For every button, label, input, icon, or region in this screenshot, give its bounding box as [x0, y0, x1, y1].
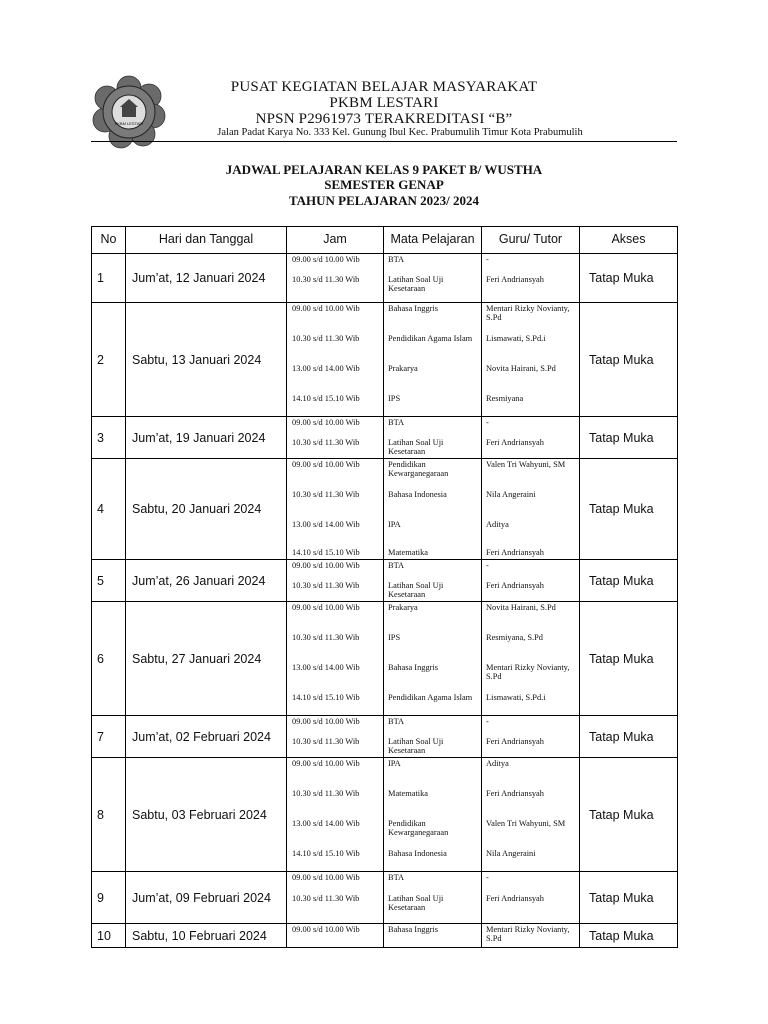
slot-jam: 09.00 s/d 10.00 Wib — [292, 925, 360, 934]
slot-mapel: Latihan Soal Uji Kesetaraan — [388, 737, 444, 756]
row-number: 3 — [92, 417, 126, 459]
row-akses: Tatap Muka — [580, 417, 678, 459]
slot-mapel: Latihan Soal Uji Kesetaraan — [388, 894, 444, 913]
row-jam-cell — [287, 872, 384, 924]
slot-guru: Mentari Rizky Novianty, S.Pd — [486, 304, 570, 323]
row-guru-cell — [482, 417, 580, 459]
slot-guru: Lismawati, S.Pd.i — [486, 334, 546, 343]
slot-mapel: Pendidikan Agama Islam — [388, 693, 473, 702]
row-mapel-cell — [384, 417, 482, 459]
row-jam-cell — [287, 254, 384, 303]
schedule-table — [91, 226, 678, 948]
document-title: JADWAL PELAJARAN KELAS 9 PAKET B/ WUSTHA — [225, 162, 543, 177]
slot-mapel: Prakarya — [388, 364, 418, 373]
col-header-akses: Akses — [580, 227, 678, 254]
row-jam-cell — [287, 303, 384, 417]
slot-guru: Feri Andriansyah — [486, 438, 544, 447]
slot-guru: Mentari Rizky Novianty, S.Pd — [486, 925, 570, 944]
slot-jam: 09.00 s/d 10.00 Wib — [292, 418, 360, 427]
row-number: 7 — [92, 716, 126, 758]
slot-guru: - — [486, 255, 489, 264]
slot-jam: 14.10 s/d 15.10 Wib — [292, 693, 360, 702]
row-number: 6 — [92, 602, 126, 716]
row-guru-cell — [482, 560, 580, 602]
slot-guru: Valen Tri Wahyuni, SM — [486, 460, 566, 469]
row-day: Sabtu, 13 Januari 2024 — [126, 303, 287, 417]
row-number: 2 — [92, 303, 126, 417]
slot-mapel: Matematika — [388, 548, 428, 557]
slot-mapel: Pendidikan Kewarganegaraan — [388, 460, 449, 479]
row-number: 4 — [92, 459, 126, 560]
slot-jam: 09.00 s/d 10.00 Wib — [292, 304, 360, 313]
row-day: Sabtu, 03 Februari 2024 — [126, 758, 287, 872]
row-mapel-cell — [384, 560, 482, 602]
row-guru-cell — [482, 758, 580, 872]
slot-mapel: BTA — [388, 561, 405, 570]
row-akses: Tatap Muka — [580, 924, 678, 948]
slot-jam: 13.00 s/d 14.00 Wib — [292, 364, 360, 373]
row-akses: Tatap Muka — [580, 758, 678, 872]
row-guru-cell — [482, 872, 580, 924]
col-header-no: No — [92, 227, 126, 254]
row-number: 9 — [92, 872, 126, 924]
slot-guru: Aditya — [486, 759, 509, 768]
slot-guru: Lismawati, S.Pd.i — [486, 693, 546, 702]
row-guru-cell — [482, 716, 580, 758]
row-guru-cell — [482, 303, 580, 417]
table-row — [92, 459, 678, 560]
row-mapel-cell — [384, 716, 482, 758]
slot-mapel: BTA — [388, 717, 405, 726]
slot-mapel: IPS — [388, 394, 401, 403]
slot-jam: 09.00 s/d 10.00 Wib — [292, 873, 360, 882]
slot-guru: Resmiyana, S.Pd — [486, 633, 543, 642]
row-day: Sabtu, 10 Februari 2024 — [126, 924, 287, 948]
table-row — [92, 872, 678, 924]
slot-guru: Resmiyana — [486, 394, 524, 403]
slot-jam: 09.00 s/d 10.00 Wib — [292, 255, 360, 264]
table-header-row — [92, 227, 678, 254]
row-day: Jum’at, 12 Januari 2024 — [126, 254, 287, 303]
row-akses: Tatap Muka — [580, 560, 678, 602]
slot-mapel: Bahasa Inggris — [388, 925, 439, 934]
row-akses: Tatap Muka — [580, 716, 678, 758]
slot-mapel: IPA — [388, 520, 401, 529]
slot-jam: 10.30 s/d 11.30 Wib — [292, 334, 360, 343]
slot-guru: - — [486, 418, 489, 427]
slot-mapel: Bahasa Inggris — [388, 304, 439, 313]
slot-mapel: Matematika — [388, 789, 428, 798]
table-row — [92, 417, 678, 459]
col-header-guru: Guru/ Tutor — [482, 227, 580, 254]
slot-jam: 10.30 s/d 11.30 Wib — [292, 789, 360, 798]
row-guru-cell — [482, 924, 580, 948]
row-jam-cell — [287, 924, 384, 948]
slot-guru: Novita Hairani, S.Pd — [486, 364, 556, 373]
row-mapel-cell — [384, 254, 482, 303]
row-day: Sabtu, 20 Januari 2024 — [126, 459, 287, 560]
table-row — [92, 303, 678, 417]
row-akses: Tatap Muka — [580, 872, 678, 924]
slot-mapel: Latihan Soal Uji Kesetaraan — [388, 438, 444, 457]
slot-mapel: Bahasa Indonesia — [388, 849, 447, 858]
slot-guru: Mentari Rizky Novianty, S.Pd — [486, 663, 570, 682]
slot-mapel: Bahasa Inggris — [388, 663, 439, 672]
row-jam-cell — [287, 758, 384, 872]
slot-jam: 10.30 s/d 11.30 Wib — [292, 581, 360, 590]
slot-mapel: IPA — [388, 759, 401, 768]
row-jam-cell — [287, 716, 384, 758]
slot-jam: 09.00 s/d 10.00 Wib — [292, 460, 360, 469]
slot-mapel: IPS — [388, 633, 401, 642]
table-row — [92, 560, 678, 602]
row-guru-cell — [482, 254, 580, 303]
row-mapel-cell — [384, 459, 482, 560]
table-row — [92, 758, 678, 872]
slot-guru: Feri Andriansyah — [486, 581, 544, 590]
slot-guru: Feri Andriansyah — [486, 275, 544, 284]
table-row — [92, 716, 678, 758]
slot-jam: 10.30 s/d 11.30 Wib — [292, 490, 360, 499]
slot-jam: 10.30 s/d 11.30 Wib — [292, 633, 360, 642]
slot-guru: Novita Hairani, S.Pd — [486, 603, 556, 612]
slot-guru: Feri Andriansyah — [486, 737, 544, 746]
slot-jam: 10.30 s/d 11.30 Wib — [292, 894, 360, 903]
slot-guru: - — [486, 873, 489, 882]
slot-mapel: Latihan Soal Uji Kesetaraan — [388, 581, 444, 600]
slot-jam: 10.30 s/d 11.30 Wib — [292, 737, 360, 746]
slot-mapel: BTA — [388, 873, 405, 882]
row-akses: Tatap Muka — [580, 602, 678, 716]
logo-label: PKBM LESTARI — [114, 121, 144, 126]
table-row — [92, 924, 678, 948]
slot-mapel: BTA — [388, 255, 405, 264]
row-day: Jum’at, 26 Januari 2024 — [126, 560, 287, 602]
col-header-jam: Jam — [287, 227, 384, 254]
slot-jam: 09.00 s/d 10.00 Wib — [292, 603, 360, 612]
row-akses: Tatap Muka — [580, 459, 678, 560]
row-day: Sabtu, 27 Januari 2024 — [126, 602, 287, 716]
row-number: 8 — [92, 758, 126, 872]
row-jam-cell — [287, 560, 384, 602]
row-mapel-cell — [384, 303, 482, 417]
slot-guru: Feri Andriansyah — [486, 789, 544, 798]
slot-guru: Nila Angeraini — [486, 849, 536, 858]
org-address: Jalan Padat Karya No. 333 Kel. Gunung Ibul Kec. Prabumulih Timur Kota Prabumulih — [217, 127, 583, 138]
slot-mapel: Prakarya — [388, 603, 418, 612]
row-number: 1 — [92, 254, 126, 303]
row-akses: Tatap Muka — [580, 303, 678, 417]
slot-jam: 09.00 s/d 10.00 Wib — [292, 717, 360, 726]
org-name: PUSAT KEGIATAN BELAJAR MASYARAKAT — [230, 79, 538, 95]
slot-guru: Nila Angeraini — [486, 490, 536, 499]
table-row — [92, 254, 678, 303]
slot-guru: Valen Tri Wahyuni, SM — [486, 819, 566, 828]
slot-jam: 10.30 s/d 11.30 Wib — [292, 438, 360, 447]
slot-jam: 14.10 s/d 15.10 Wib — [292, 548, 360, 557]
slot-jam: 10.30 s/d 11.30 Wib — [292, 275, 360, 284]
slot-mapel: BTA — [388, 418, 405, 427]
row-akses: Tatap Muka — [580, 254, 678, 303]
row-mapel-cell — [384, 602, 482, 716]
row-mapel-cell — [384, 924, 482, 948]
document-subtitle: SEMESTER GENAP — [324, 177, 444, 192]
row-day: Jum’at, 02 Februari 2024 — [126, 716, 287, 758]
row-day: Jum’at, 19 Januari 2024 — [126, 417, 287, 459]
org-short-name: PKBM LESTARI — [329, 95, 439, 111]
document-year: TAHUN PELAJARAN 2023/ 2024 — [288, 193, 480, 208]
row-number: 10 — [92, 924, 126, 948]
slot-jam: 13.00 s/d 14.00 Wib — [292, 819, 360, 828]
col-header-mapel: Mata Pelajaran — [384, 227, 482, 254]
row-guru-cell — [482, 602, 580, 716]
table-row — [92, 602, 678, 716]
slot-jam: 09.00 s/d 10.00 Wib — [292, 561, 360, 570]
slot-mapel: Bahasa Indonesia — [388, 490, 447, 499]
slot-guru: Aditya — [486, 520, 509, 529]
row-guru-cell — [482, 459, 580, 560]
slot-jam: 13.00 s/d 14.00 Wib — [292, 663, 360, 672]
slot-guru: Feri Andriansyah — [486, 548, 544, 557]
slot-mapel: Latihan Soal Uji Kesetaraan — [388, 275, 444, 294]
slot-guru: Feri Andriansyah — [486, 894, 544, 903]
slot-jam: 14.10 s/d 15.10 Wib — [292, 394, 360, 403]
slot-jam: 14.10 s/d 15.10 Wib — [292, 849, 360, 858]
row-mapel-cell — [384, 872, 482, 924]
slot-mapel: Pendidikan Agama Islam — [388, 334, 473, 343]
slot-jam: 09.00 s/d 10.00 Wib — [292, 759, 360, 768]
row-jam-cell — [287, 602, 384, 716]
slot-guru: - — [486, 717, 489, 726]
slot-guru: - — [486, 561, 489, 570]
col-header-day: Hari dan Tanggal — [126, 227, 287, 254]
row-jam-cell — [287, 459, 384, 560]
slot-mapel: Pendidikan Kewarganegaraan — [388, 819, 449, 838]
org-npsn: NPSN P2961973 TERAKREDITASI “B” — [255, 111, 513, 127]
row-jam-cell — [287, 417, 384, 459]
pkbm-logo — [91, 74, 167, 150]
row-day: Jum’at, 09 Februari 2024 — [126, 872, 287, 924]
slot-jam: 13.00 s/d 14.00 Wib — [292, 520, 360, 529]
row-mapel-cell — [384, 758, 482, 872]
header-divider — [91, 141, 677, 142]
row-number: 5 — [92, 560, 126, 602]
